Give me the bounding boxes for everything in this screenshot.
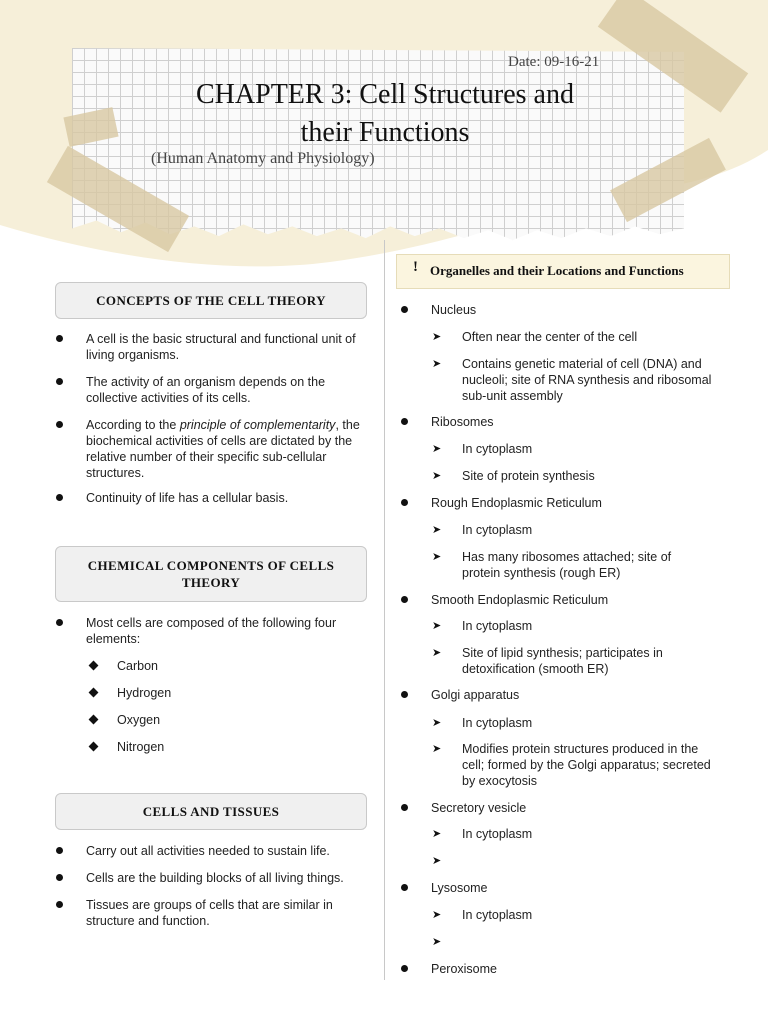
organelle-secretory-vesicle: Secretory vesicle xyxy=(431,801,527,815)
title-line-1: CHAPTER 3: Cell Structures and xyxy=(196,79,574,110)
organelle-ribosomes: Ribosomes xyxy=(431,415,494,429)
arrow-bullet-icon: ➤ xyxy=(432,743,442,755)
arrow-bullet-icon: ➤ xyxy=(432,443,442,455)
title-line-2: their Functions xyxy=(300,117,470,148)
organelle-smooth-er: Smooth Endoplasmic Reticulum xyxy=(431,593,609,607)
tissues-item-3: Tissues are groups of cells that are similar in structure and function. xyxy=(86,898,333,928)
arrow-bullet-icon: ➤ xyxy=(432,936,442,948)
organelle-detail: In cytoplasm xyxy=(462,716,533,730)
organelle-detail: Modifies protein structures produced in the cell; formed by the Golgi apparatus; secreted by exocytosis xyxy=(462,742,711,788)
bullet-icon xyxy=(56,619,63,626)
element-oxygen: Oxygen xyxy=(117,713,161,727)
tissues-item-2: Cells are the building blocks of all living things. xyxy=(86,871,344,885)
arrow-bullet-icon: ➤ xyxy=(432,524,442,536)
bullet-icon xyxy=(401,418,408,425)
organelle-detail: In cytoplasm xyxy=(462,442,533,456)
arrow-bullet-icon: ➤ xyxy=(432,855,442,867)
element-hydrogen: Hydrogen xyxy=(117,686,172,700)
element-carbon: Carbon xyxy=(117,659,158,673)
complementarity-text: the biochemical activities of cells are dictated by the relative number of their specific sub-cellular structures. xyxy=(86,418,360,480)
bullet-icon xyxy=(56,874,63,881)
organelle-detail: In cytoplasm xyxy=(462,619,533,633)
bullet-icon xyxy=(401,804,408,811)
organelle-detail: Often near the center of the cell xyxy=(462,330,638,344)
arrow-bullet-icon: ➤ xyxy=(432,331,442,343)
organelle-detail: In cytoplasm xyxy=(462,827,533,841)
diamond-bullet-icon xyxy=(89,742,99,752)
organelle-peroxisome: Peroxisome xyxy=(431,962,497,976)
cell-theory-item-4: Continuity of life has a cellular basis. xyxy=(86,491,289,505)
chemical-intro: Most cells are composed of the following four elements: xyxy=(86,616,337,646)
organelle-detail: In cytoplasm xyxy=(462,908,533,922)
organelle-detail: In cytoplasm xyxy=(462,523,533,537)
organelle-lysosome: Lysosome xyxy=(431,881,488,895)
organelle-detail: Has many ribosomes attached; site of protein synthesis (rough ER) xyxy=(462,550,672,580)
bullet-icon xyxy=(56,421,63,428)
bullet-icon xyxy=(56,847,63,854)
arrow-bullet-icon: ➤ xyxy=(432,551,442,563)
bullet-icon xyxy=(401,499,408,506)
organelle-nucleus: Nucleus xyxy=(431,303,477,317)
exclamation-icon: ! xyxy=(413,259,418,275)
date-label: Date: 09-16-21 xyxy=(508,54,600,70)
bullet-icon xyxy=(401,596,408,603)
complementarity-prefix: According to the xyxy=(86,418,180,432)
cells-tissues-heading: CELLS AND TISSUES xyxy=(55,793,367,830)
arrow-bullet-icon: ➤ xyxy=(432,909,442,921)
bullet-icon xyxy=(401,306,408,313)
organelle-detail: Contains genetic material of cell (DNA) and nucleoli; site of RNA synthesis and ribosomal sub-unit assembly xyxy=(462,357,712,403)
column-divider xyxy=(384,240,385,980)
organelles-heading-box xyxy=(396,254,730,289)
bullet-icon xyxy=(401,691,408,698)
bullet-icon xyxy=(401,884,408,891)
bullet-icon xyxy=(56,494,63,501)
tissues-item-1: Carry out all activities needed to sustain life. xyxy=(86,844,330,858)
diamond-bullet-icon xyxy=(89,715,99,725)
arrow-bullet-icon: ➤ xyxy=(432,828,442,840)
bullet-icon xyxy=(56,335,63,342)
page-subtitle: (Human Anatomy and Physiology) xyxy=(151,150,375,167)
cell-theory-heading: CONCEPTS OF THE CELL THEORY xyxy=(55,282,367,319)
arrow-bullet-icon: ➤ xyxy=(432,470,442,482)
arrow-bullet-icon: ➤ xyxy=(432,717,442,729)
element-nitrogen: Nitrogen xyxy=(117,740,165,754)
organelle-detail: Site of lipid synthesis; participates in detoxification (smooth ER) xyxy=(462,646,663,676)
complementarity-suffix: , xyxy=(335,418,339,432)
organelle-rough-er: Rough Endoplasmic Reticulum xyxy=(431,496,602,510)
arrow-bullet-icon: ➤ xyxy=(432,620,442,632)
bullet-icon xyxy=(56,901,63,908)
organelle-detail: Site of protein synthesis xyxy=(462,469,595,483)
diamond-bullet-icon xyxy=(89,661,99,671)
chemical-components-heading: CHEMICAL COMPONENTS OF CELLS THEORY xyxy=(55,546,367,602)
bullet-icon xyxy=(401,965,408,972)
cell-theory-item-3 xyxy=(86,417,371,481)
complementarity-term: principle of complementarity xyxy=(179,418,336,432)
cell-theory-item-2: The activity of an organism depends on the collective activities of its cells. xyxy=(86,375,326,405)
diamond-bullet-icon xyxy=(89,688,99,698)
bullet-icon xyxy=(56,378,63,385)
organelle-golgi: Golgi apparatus xyxy=(431,688,520,702)
organelles-heading: Organelles and their Locations and Functions xyxy=(430,263,684,278)
cell-theory-item-1: A cell is the basic structural and functional unit of living organisms. xyxy=(86,332,356,362)
arrow-bullet-icon: ➤ xyxy=(432,358,442,370)
page-title xyxy=(110,76,660,152)
arrow-bullet-icon: ➤ xyxy=(432,647,442,659)
